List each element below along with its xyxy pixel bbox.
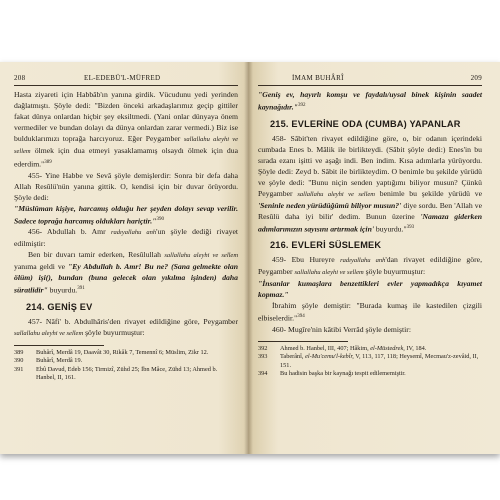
paragraph: Ben bir duvarı tamir ederken, Resûlullah sallallahu aleyhi ve sellem yanıma geldi ve "Ey Abdullah b. Amr! Bu ne? (Sana gelmekte olan ölüm) işi(), bundan (buna gelecek olan yıkılma işinden) daha süratlidir" buyurdu.$^{391}$	[14, 250, 239, 295]
header-rule-right	[258, 85, 482, 86]
right-page-content	[258, 73, 482, 378]
footnote-ref: 394	[297, 314, 305, 320]
section-heading: 214. GENİŞ EV	[26, 301, 93, 312]
running-title-left: EL-EDEBÜ'L-MÜFRED	[84, 74, 161, 82]
running-title-right: İMAM BUHÂRÎ	[292, 74, 344, 82]
footnote-ref: 391	[77, 286, 85, 292]
hadith-quote: "İnsanlar kumaşlara benzettikleri evler yapmadıkça kıyamet kopmaz."	[258, 279, 482, 300]
footnote: 392 Ahmed b. Hanbel, III, 407; Hâkim, el-Müstedrek, IV, 184.	[258, 344, 427, 352]
footnote-rule	[258, 341, 348, 342]
footnote-ref: 390	[156, 216, 164, 222]
section-heading: 216. EVLERİ SÜSLEMEK	[270, 240, 382, 251]
paragraph: 458- Sâbit'ten rivayet edildiğine göre, o, bir odanın içerindeki cumbada Enes b. Mâlik ile birlikteydi. (Sâbit şöyle dedi:) Enes'in bu sırada ezanı işitti ve aşağı indi. Ben indim. Kısa adımlarla yürüyordu. Şöyle dedi: Zeyd b. Sâbit ile birlikteydim. O benimle bu şekilde yürüdü ve şöyle dedi: "Bunu niçin senden yaptığımı biliyor musun? Çünkü Peygamber sallallahu aleyhi ve sellem benimle bu şekilde yürüdü ve 'Seninle neden yürüdüğümü biliyor musun?' diye sordu. Ben 'Allah ve Resûlü daha iyi bilir' dedim. Bunun üzerine 'Namaza giderken adımlarımızın sayısını artırmak için' buyurdu."$^{393}$	[258, 133, 483, 234]
header-rule-left	[14, 85, 238, 86]
footnote-ref: 392	[297, 103, 306, 108]
hadith-quote: "Müslüman kişiye, harcamış olduğu her şeyden dolayı sevap verilir. Sadece toprağa harcamış oldukları hariçtir."$^{390}$	[14, 203, 238, 226]
paragraph: 456- Abdullah b. Amr radıyallahu anh'un şöyle dediği rivayet edilmiştir:	[14, 227, 238, 249]
paragraph: 460- Mugîre'nin kâtibi Verrâd şöyle demiştir:	[272, 324, 411, 334]
section-heading: 215. EVLERİNE ODA (CUMBA) YAPANLAR	[270, 118, 461, 129]
page-number-left: 208	[14, 74, 26, 82]
footnote-ref: 393	[406, 224, 415, 230]
hadith-quote: "Geniş ev, hayırlı komşu ve faydalı/uysal binek kişinin saadet kaynağıdır."$^{392}$	[258, 90, 482, 112]
page-number-right: 209	[470, 74, 482, 82]
paragraph: Hasta ziyareti için Habbâb'ın yanına girdik. Vücudunu yedi yerinden dağlatmıştı. Şöyle dedi: "Bizden önceki arkadaşlarımız geçip gittiler fakat dünya onlardan hiçbir şey eksiltmedi. (Yani onlar dünyaya önem vermediler ve bundan dolayı da dünya onlardan zarar vermedi.) Biz ise bulduklarımızı toprağa harcıyoruz. Eğer Peygamber sallallahu aleyhi ve sellem ölmek için dua etmeyi yasaklamamış olsaydı ölmek için dua ederdim."$^{389}$	[14, 90, 239, 169]
book-gutter	[244, 62, 253, 454]
footnote: 394 Bu hadisin başka bir kaynağı tespit edilememiştir.	[258, 369, 406, 377]
footnote: 389 Buhârî, Merdâ 19, Daavât 30, Rikâk 7, Temennî 6; Müslim, Zikr 12.	[14, 348, 209, 356]
footnote-rule	[14, 345, 104, 346]
right-running-head	[258, 73, 482, 84]
left-page-content	[14, 73, 238, 382]
left-running-head	[14, 73, 238, 84]
paragraph: İbrahim şöyle demiştir: "Burada kumaş ile kastedilen çizgili elbiselerdir."$^{394}$	[258, 301, 482, 323]
footnote: 393 Taberânî, el-Mu'cemu'l-kebîr, V, 113, 117, 118; Heysemî, Mecmau'z-zevâid, II, 151.	[258, 353, 479, 369]
footnote: 390 Buhârî, Merdâ 19.	[14, 357, 83, 365]
paragraph: 459- Ebu Hureyre radıyallahu anh'dan rivayet edildiğine göre, Peygamber sallallahu aleyhi ve sellem şöyle buyurmuştur:	[258, 255, 482, 277]
footnote-ref: 389	[44, 160, 52, 165]
open-book	[0, 62, 500, 454]
paragraph: 457- Nâfi' b. Abdulhâris'den rivayet edildiğine göre, Peygamber sallallahu aleyhi ve sellem şöyle buyurmuştur:	[14, 316, 238, 337]
footnote: 391 Ebû Davud, Edeb 156; Tirmizî, Zühd 25; İbn Mâce, Zühd 13; Ahmed b. Hanbel, II, 161.	[14, 365, 218, 381]
paragraph: 455- Yine Habbe ve Sevâ şöyle demişlerdir: Sonra bir defa daha Allah Resûlü'nün yanına gittik. O, kendisi için bir duvar örüyordu. Şöyle dedi:	[14, 170, 238, 202]
